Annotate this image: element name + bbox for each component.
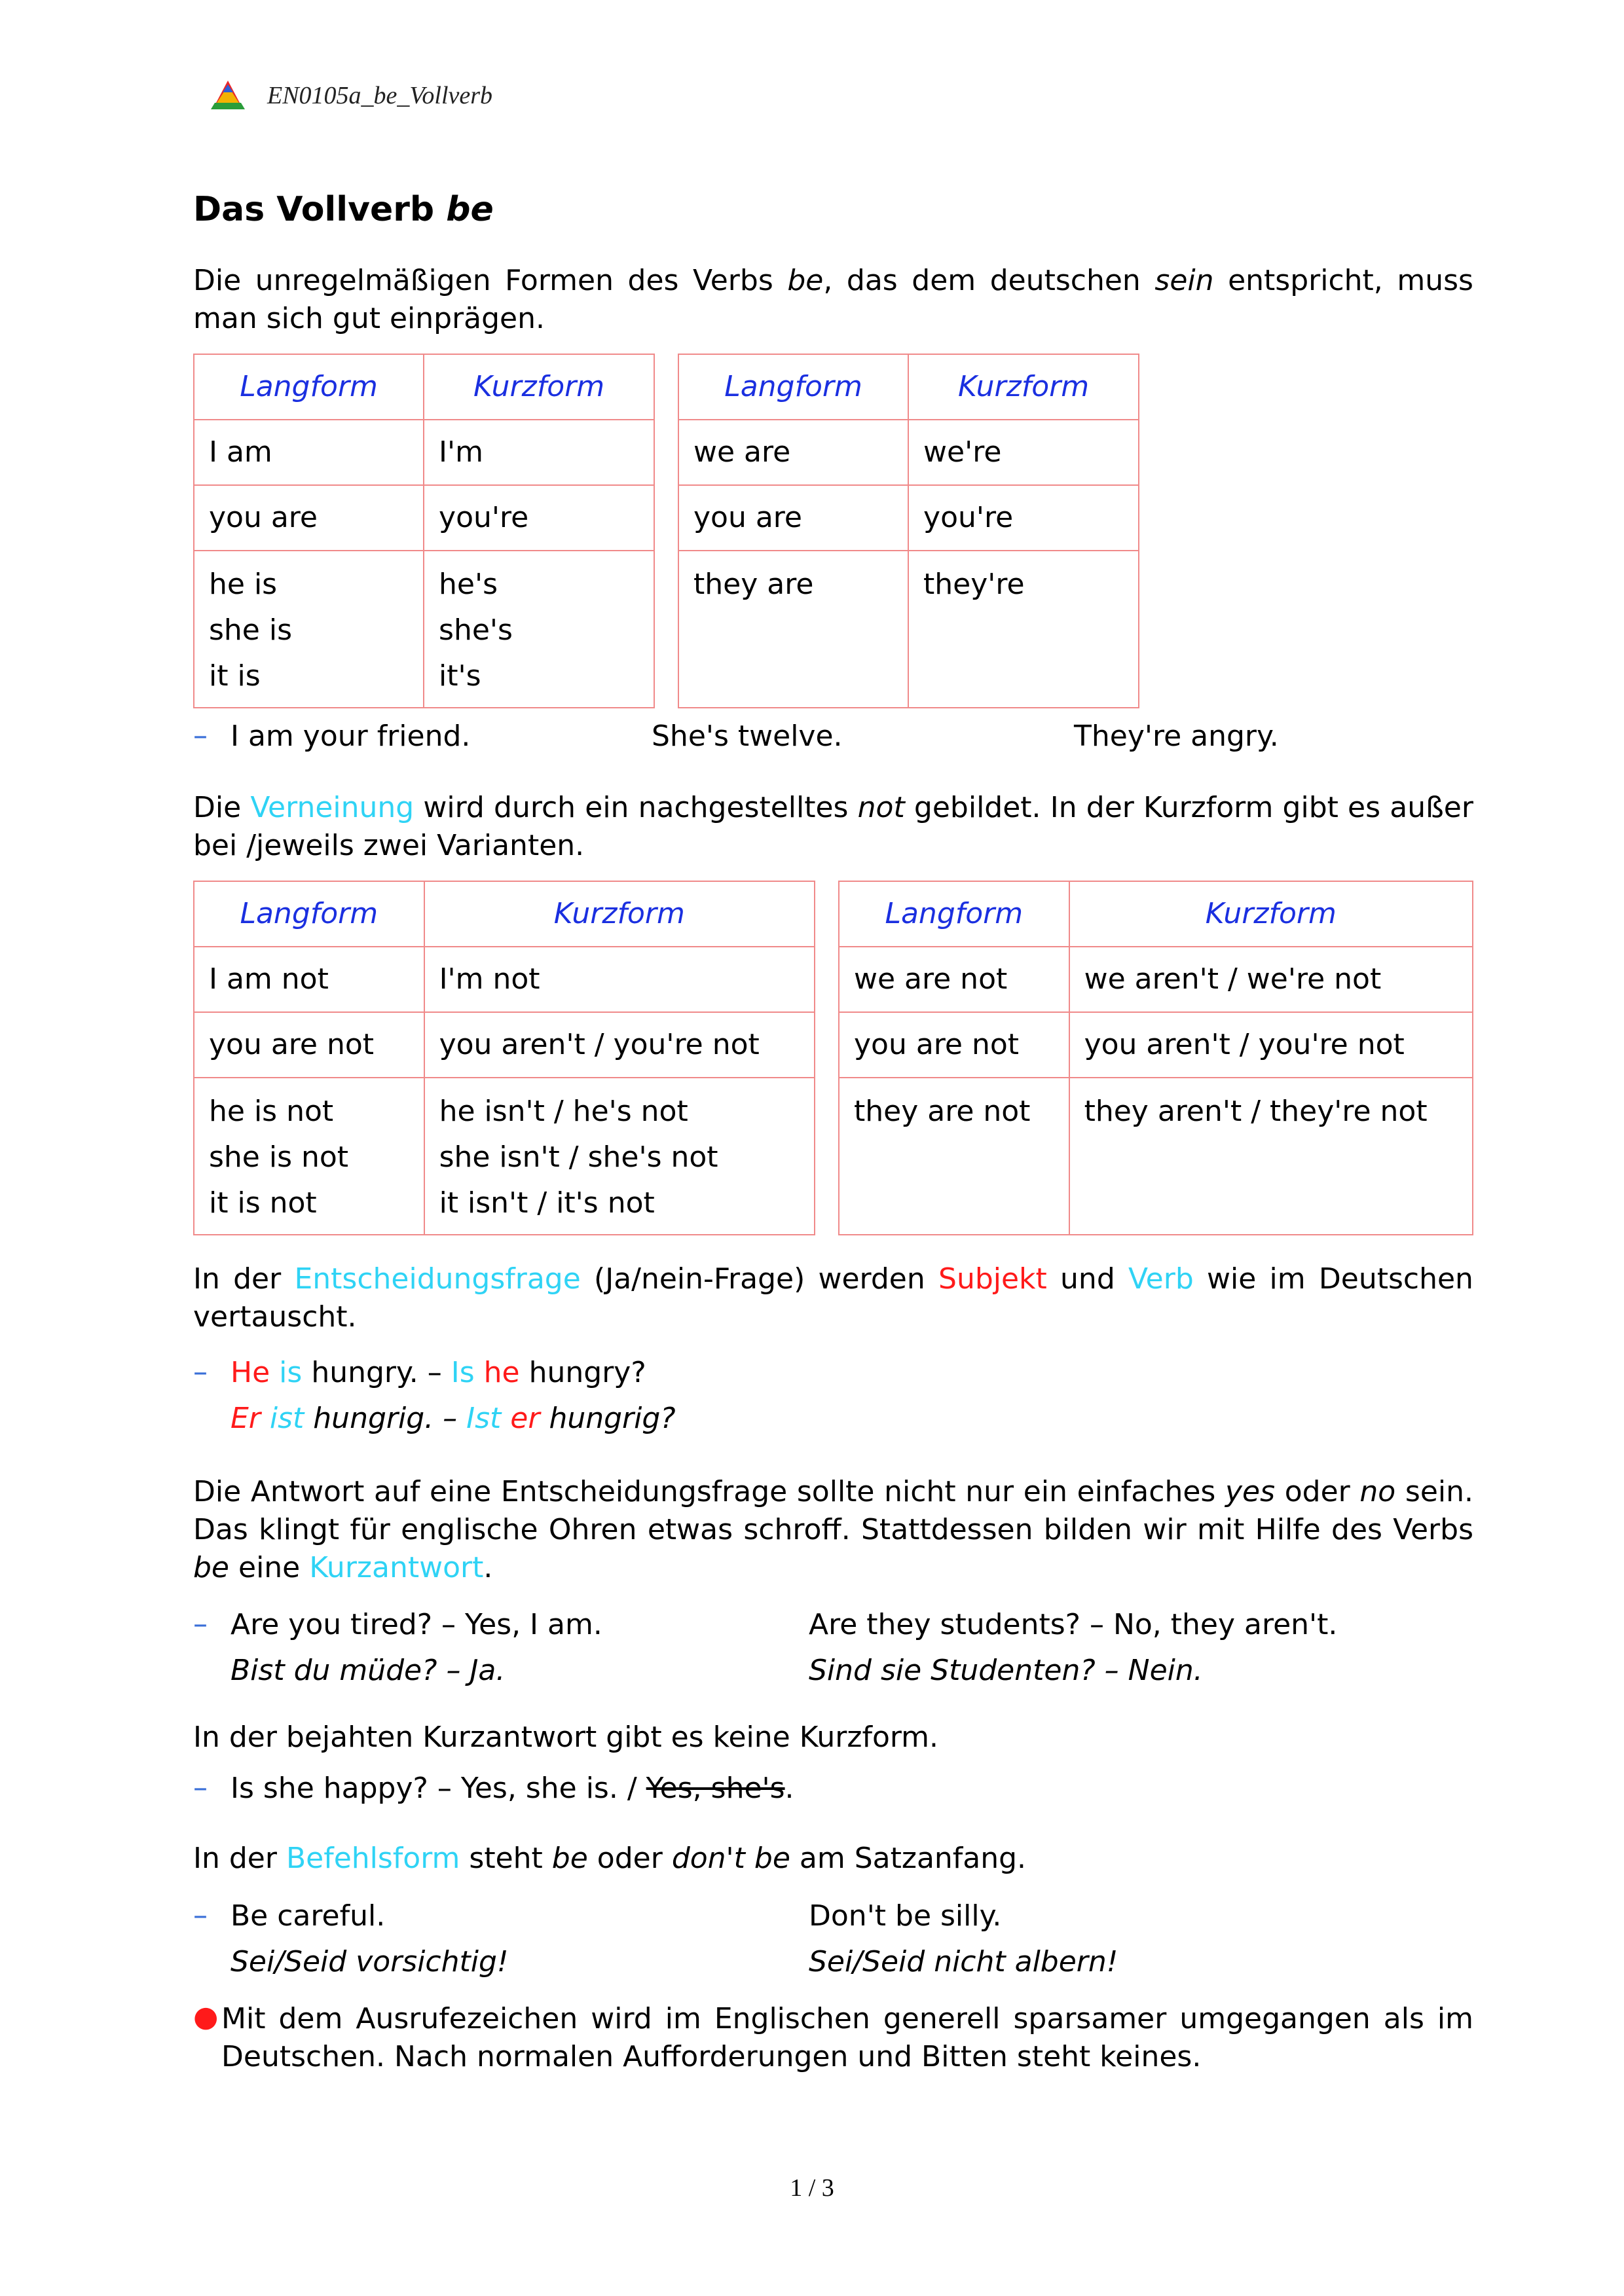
cell-long: you are — [678, 485, 908, 551]
cell-short: I'm not — [424, 947, 815, 1012]
example-dash: – — [193, 1899, 208, 1932]
answer-example-en: Are you tired? – Yes, I am. — [231, 1608, 602, 1641]
cell-short: we're — [908, 420, 1139, 485]
answer-example-en: Are they students? – No, they aren't. — [809, 1608, 1338, 1641]
imperative-example-de: Sei/Seid nicht albern! — [809, 1945, 1118, 1978]
header-kurzform: Kurzform — [424, 354, 654, 420]
logo-icon — [208, 79, 248, 112]
cell-short: you're — [908, 485, 1139, 551]
answer-paragraph: Die Antwort auf eine Entscheidungsfrage sollte nicht nur ein einfaches yes oder no sein. Das klingt für englische Ohren etwas schroff. Stattdessen bilden wir mit Hilfe des Verbs be eine Kurzantwort. — [193, 1475, 1473, 1584]
question-example-de: Er ist hungrig. – Ist er hungrig? — [231, 1402, 676, 1435]
short-answer-example: Is she happy? – Yes, she is. / Yes, she's. — [231, 1772, 794, 1805]
cell-long: you are not — [839, 1012, 1069, 1078]
cell-long: we are — [678, 420, 908, 485]
example-dash: – — [193, 1355, 208, 1389]
cell-long: I am — [194, 420, 424, 485]
cell-long: he is not she is not it is not — [194, 1078, 424, 1235]
header-langform: Langform — [678, 354, 908, 420]
cell-long: they are — [678, 551, 908, 708]
cell-short: you aren't / you're not — [424, 1012, 815, 1078]
cell-short: they aren't / they're not — [1069, 1078, 1473, 1235]
cell-short: we aren't / we're not — [1069, 947, 1473, 1012]
example-text: They're angry. — [1074, 720, 1279, 753]
cell-long: I am not — [194, 947, 424, 1012]
header-langform: Langform — [194, 354, 424, 420]
cell-short: he's she's it's — [424, 551, 654, 708]
cell-short: you aren't / you're not — [1069, 1012, 1473, 1078]
page-header — [208, 76, 492, 115]
question-example-en: He is hungry. – Is he hungry? — [231, 1356, 646, 1389]
imperative-example-en: Don't be silly. — [809, 1899, 1002, 1933]
imperative-paragraph: In der Befehlsform steht be oder don't be am Satzanfang. — [193, 1842, 1027, 1875]
example-text: I am your friend. — [231, 720, 471, 753]
note-bullet-icon: ● — [193, 2000, 219, 2033]
cell-long: they are not — [839, 1078, 1069, 1235]
example-dash: – — [193, 719, 208, 752]
cell-short: you're — [424, 485, 654, 551]
header-kurzform: Kurzform — [1069, 881, 1473, 947]
example-dash: – — [193, 1607, 208, 1641]
example-text: She's twelve. — [652, 720, 843, 753]
header-langform: Langform — [194, 881, 424, 947]
document-id: EN0105a_be_Vollverb — [267, 82, 493, 109]
short-answer-paragraph: In der bejahten Kurzantwort gibt es keine Kurzform. — [193, 1721, 939, 1754]
note-paragraph: Mit dem Ausrufezeichen wird im Englischen generell sparsamer umgegangen als im Deutschen. Nach normalen Aufforderungen und Bitten steht keines. — [221, 2002, 1473, 2073]
forms-table-plural — [678, 354, 1139, 708]
cell-long: you are — [194, 485, 424, 551]
header-kurzform: Kurzform — [424, 881, 815, 947]
cell-long: he is she is it is — [194, 551, 424, 708]
negation-table-singular — [193, 881, 815, 1235]
page-number: 1 / 3 — [790, 2174, 834, 2202]
forms-table-singular — [193, 354, 655, 708]
negation-table-plural — [838, 881, 1473, 1235]
cell-short: he isn't / he's not she isn't / she's not it isn't / it's not — [424, 1078, 815, 1235]
intro-paragraph: Die unregelmäßigen Formen des Verbs be, das dem deutschen sein entspricht, muss man sich gut einprägen. — [193, 264, 1473, 335]
answer-example-de: Sind sie Studenten? – Nein. — [809, 1654, 1203, 1687]
cell-short: they're — [908, 551, 1139, 708]
imperative-example-en: Be careful. — [231, 1899, 386, 1933]
question-paragraph: In der Entscheidungsfrage (Ja/nein-Frage) werden Subjekt und Verb wie im Deutschen vertauscht. — [193, 1262, 1473, 1334]
header-kurzform: Kurzform — [908, 354, 1139, 420]
negation-paragraph: Die Verneinung wird durch ein nachgestelltes not gebildet. In der Kurzform gibt es außer bei /jeweils zwei Varianten. — [193, 791, 1473, 862]
cell-long: we are not — [839, 947, 1069, 1012]
header-langform: Langform — [839, 881, 1069, 947]
page-title: Das Vollverb be — [193, 190, 494, 229]
answer-example-de: Bist du müde? – Ja. — [231, 1654, 506, 1687]
cell-short: I'm — [424, 420, 654, 485]
cell-long: you are not — [194, 1012, 424, 1078]
example-dash: – — [193, 1771, 208, 1804]
imperative-example-de: Sei/Seid vorsichtig! — [231, 1945, 509, 1978]
